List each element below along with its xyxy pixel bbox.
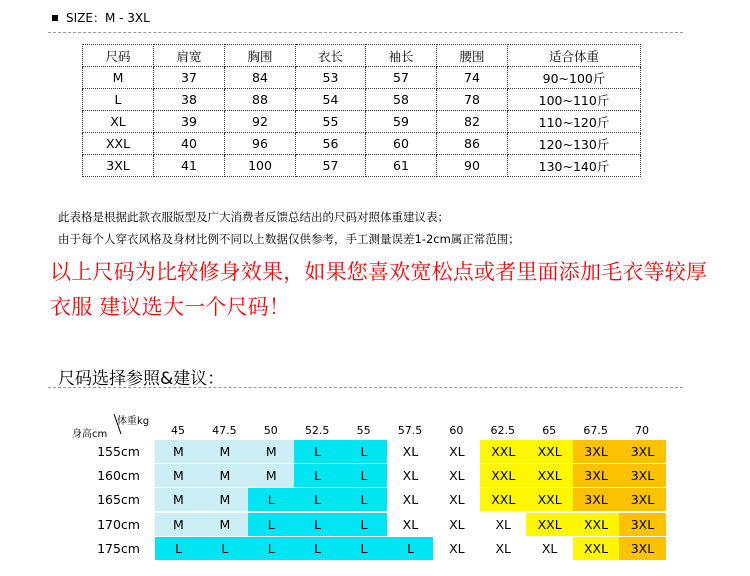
bullet-square-icon	[52, 15, 58, 21]
size-table-cell: 90	[437, 155, 508, 177]
weight-column-header: 60	[449, 424, 464, 437]
size-guide-cell: L	[387, 537, 434, 560]
size-table-row	[83, 111, 641, 133]
size-guide-cell: L	[294, 537, 341, 560]
size-guide-cell: L	[294, 513, 341, 536]
size-guide-cell: XXL	[573, 537, 620, 560]
guide-divider	[48, 387, 683, 388]
size-guide-cell: L	[294, 464, 341, 487]
size-table-cell: 40	[154, 133, 225, 155]
size-table-header-row	[83, 45, 641, 67]
size-guide-cell: XXL	[526, 440, 573, 463]
size-table-row	[83, 67, 641, 89]
note-line-2: 由于每个人穿衣风格及身材比例不同以上数据仅供参考，手工测量误差1-2cm属正常范围；	[58, 232, 520, 246]
weight-column-header: 45	[171, 424, 185, 437]
size-table-row	[83, 89, 641, 111]
size-range-label: SIZE：M - 3XL	[66, 11, 150, 25]
size-guide-cell: M	[201, 513, 248, 536]
size-table-cell: 78	[437, 89, 508, 111]
size-guide-cell: 3XL	[619, 488, 666, 511]
size-table-row	[83, 155, 641, 177]
size-guide-cell: L	[248, 488, 295, 511]
weight-column-header: 52.5	[304, 424, 330, 437]
size-table-cell: 55	[296, 111, 366, 133]
size-guide-cell: XL	[480, 513, 527, 536]
size-guide-cell: XL	[433, 488, 480, 511]
size-guide-cell: L	[294, 440, 341, 463]
size-guide-cell: XL	[387, 513, 434, 536]
size-guide-cell: M	[248, 464, 295, 487]
size-guide-cell: M	[155, 488, 202, 511]
size-table-cell: 54	[296, 89, 366, 111]
size-guide-cell: L	[248, 513, 295, 536]
size-table-row	[83, 133, 641, 155]
size-guide-cell: M	[155, 513, 202, 536]
weight-column-header: 47.5	[212, 424, 237, 437]
warning-line-2: 衣服 建议选大一个尺码！	[50, 295, 291, 319]
size-table-header-cell: 腰围	[437, 45, 508, 67]
weight-column-header: 62.5	[490, 424, 516, 437]
size-table-header-cell: 胸围	[225, 45, 296, 67]
size-table-header-cell: 袖长	[366, 45, 437, 67]
size-table-cell: 74	[437, 67, 508, 89]
weight-column-header: 67.5	[583, 424, 608, 437]
size-table-cell: 88	[225, 89, 296, 111]
size-table-cell: 39	[154, 111, 225, 133]
height-row-label: 170cm	[97, 516, 140, 532]
size-guide-cell: L	[341, 440, 388, 463]
weight-column-header: 57.5	[397, 424, 423, 437]
size-guide-cell: XL	[387, 488, 434, 511]
size-table-cell: 84	[225, 67, 296, 89]
size-table-header-cell: 尺码	[83, 45, 154, 67]
size-guide-cell: M	[248, 440, 295, 463]
size-guide-cell: XL	[480, 537, 527, 560]
size-guide-cell: 3XL	[619, 537, 666, 560]
size-guide-cell: 3XL	[619, 464, 666, 487]
size-measurement-table	[82, 44, 641, 177]
size-guide-title: 尺码选择参照&建议：	[58, 369, 225, 389]
height-row-label: 165cm	[97, 492, 140, 508]
size-table-cell: 57	[366, 67, 437, 89]
size-guide-cell: L	[341, 513, 388, 536]
size-guide-cell: XL	[433, 537, 480, 560]
size-table-cell: 96	[225, 133, 296, 155]
size-guide-cell: XL	[433, 440, 480, 463]
size-table-cell: 58	[366, 89, 437, 111]
size-table-header-cell: 适合体重	[508, 45, 641, 67]
size-guide-cell: XXL	[526, 464, 573, 487]
size-table-cell: 130~140斤	[508, 155, 641, 177]
note-line-1: 此表格是根据此款衣服版型及广大消费者反馈总结出的尺码对照体重建议表；	[58, 210, 449, 224]
weight-column-header: 50	[263, 424, 278, 437]
guide-corner-header	[72, 412, 156, 440]
size-table-cell: 120~130斤	[508, 133, 641, 155]
size-table-cell: 37	[154, 67, 225, 89]
size-table-cell: 110~120斤	[508, 111, 641, 133]
size-guide-cell: XL	[387, 440, 434, 463]
size-table-cell: 100~110斤	[508, 89, 641, 111]
size-guide-cell: L	[294, 488, 341, 511]
size-guide-cell: L	[341, 464, 388, 487]
size-table-cell: 86	[437, 133, 508, 155]
size-guide-cell: XXL	[480, 488, 527, 511]
size-guide-cell: M	[155, 464, 202, 487]
size-table-cell: 100	[225, 155, 296, 177]
size-guide-cell: 3XL	[619, 440, 666, 463]
size-table-cell: 3XL	[83, 155, 154, 177]
size-table-header-cell: 肩宽	[154, 45, 225, 67]
size-table-cell: L	[83, 89, 154, 111]
size-guide-cell: XXL	[526, 488, 573, 511]
size-guide-cell: M	[155, 440, 202, 463]
height-axis-label: 身高cm	[72, 429, 108, 440]
size-guide-cell: XXL	[480, 464, 527, 487]
size-table-cell: 59	[366, 111, 437, 133]
size-guide-cell: L	[341, 488, 388, 511]
size-table-cell: 57	[296, 155, 366, 177]
size-table-cell: XXL	[83, 133, 154, 155]
weight-column-header: 55	[356, 424, 371, 437]
size-guide-cell: XL	[387, 464, 434, 487]
size-guide-cell: XL	[433, 464, 480, 487]
size-table-cell: 38	[154, 89, 225, 111]
size-guide-cell: 3XL	[573, 440, 620, 463]
size-guide-cell: XXL	[573, 513, 620, 536]
size-guide-cell: 3XL	[573, 488, 620, 511]
size-guide-cell: M	[201, 488, 248, 511]
size-guide-cell: XXL	[480, 440, 527, 463]
size-guide-cell: L	[155, 537, 202, 560]
size-guide-cell: XXL	[526, 513, 573, 536]
top-divider	[48, 32, 683, 33]
size-guide-cell: L	[201, 537, 248, 560]
size-guide-cell: M	[201, 440, 248, 463]
size-table-header-cell: 衣长	[296, 45, 366, 67]
size-guide-cell: M	[201, 464, 248, 487]
height-row-label: 155cm	[97, 444, 140, 459]
height-row-label: 175cm	[97, 540, 140, 556]
size-table-cell: 56	[296, 133, 366, 155]
size-table-cell: XL	[83, 111, 154, 133]
size-guide-cell: 3XL	[619, 513, 666, 536]
size-table-cell: 53	[296, 67, 366, 89]
size-guide-cell: XL	[433, 513, 480, 536]
size-table-cell: 60	[366, 133, 437, 155]
weight-column-header: 65	[542, 424, 557, 437]
size-table-cell: M	[83, 67, 154, 89]
size-guide-cell: L	[248, 537, 295, 560]
size-guide-cell: 3XL	[573, 464, 620, 487]
size-guide-cell: L	[341, 537, 388, 560]
height-row-label: 160cm	[97, 468, 140, 484]
weight-axis-label: 体重kg	[117, 416, 150, 427]
size-table-cell: 61	[366, 155, 437, 177]
size-table-cell: 41	[154, 155, 225, 177]
warning-line-1: 以上尺码为比较修身效果，如果您喜欢宽松点或者里面添加毛衣等较厚	[50, 260, 708, 284]
size-guide-cell: XL	[526, 537, 573, 560]
weight-column-header: 70	[635, 424, 649, 437]
size-table-cell: 92	[225, 111, 296, 133]
size-table-cell: 90~100斤	[508, 67, 641, 89]
size-header	[52, 9, 150, 26]
size-table-cell: 82	[437, 111, 508, 133]
